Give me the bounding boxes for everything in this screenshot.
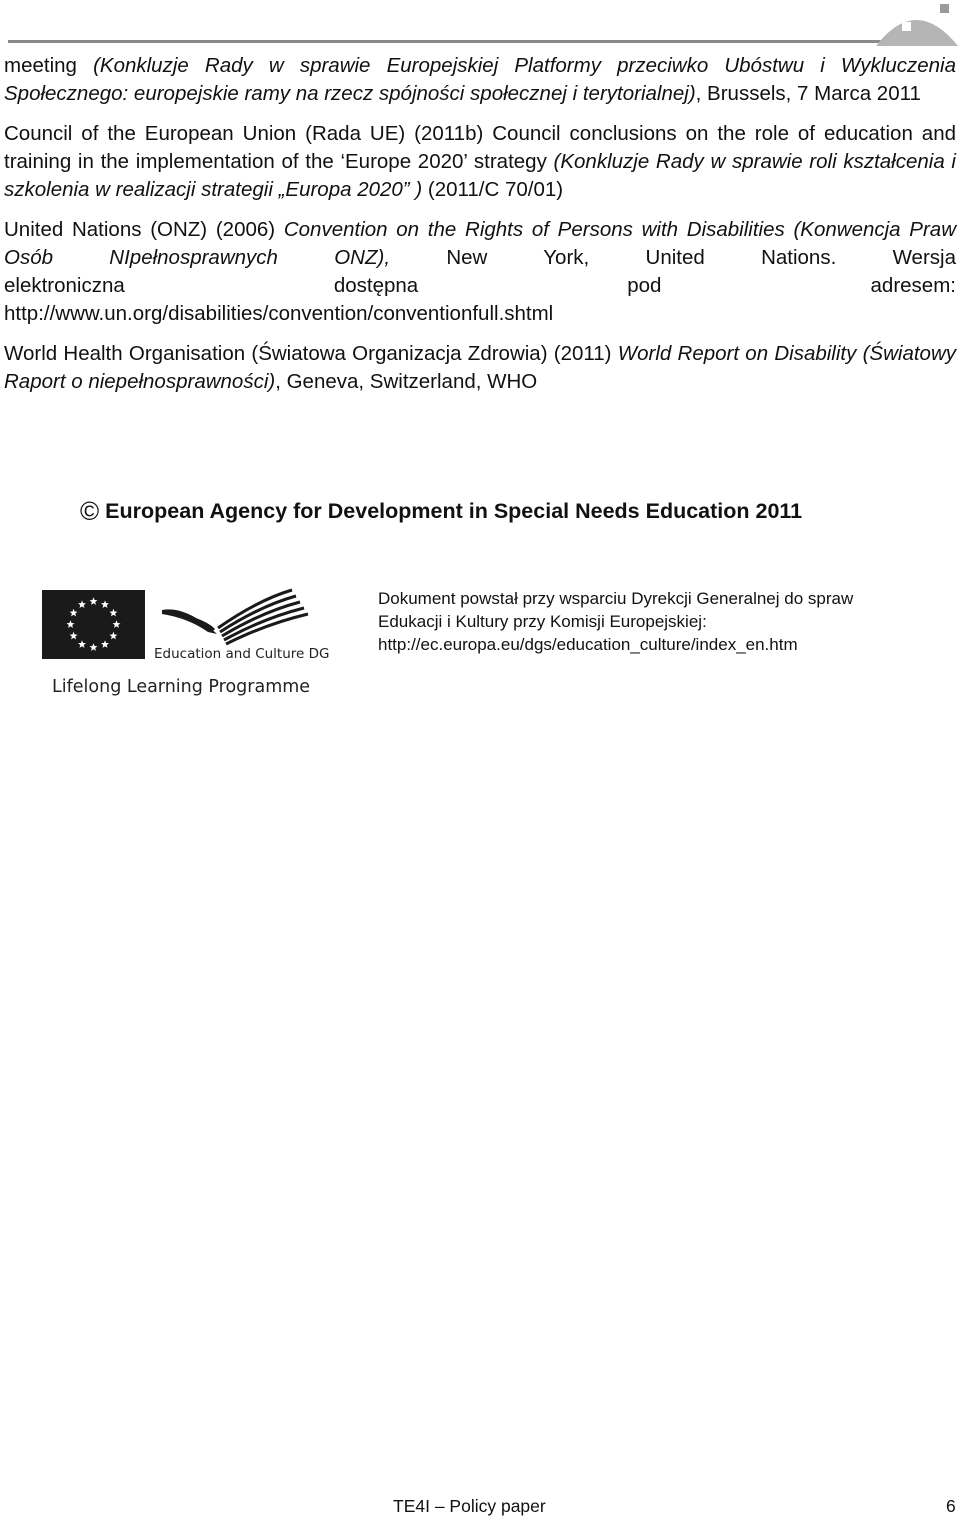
ref-text: (2011/C 70/01) <box>422 178 564 201</box>
ref-text: , Brussels, 7 Marca 2011 <box>695 82 921 105</box>
reference-item <box>4 120 956 204</box>
ref-text: New York, United Nations. Wersja <box>390 246 956 269</box>
reference-item <box>4 216 956 328</box>
ref-title: (Konkluzje Rady w sprawie roli kształcenia i szkolenia w realizacji strategii „Europa 2020” ) <box>4 150 956 201</box>
support-url-link[interactable]: http://ec.europa.eu/dgs/education_culture/index_en.htm <box>378 635 798 654</box>
copyright-text: European Agency for Development in Special Needs Education 2011 <box>105 499 803 523</box>
ref-word: pod <box>627 274 662 297</box>
ref-word: adresem: <box>870 274 956 297</box>
footer-document-title: TE4I – Policy paper <box>393 1496 546 1516</box>
ref-title: (Konkluzje Rady w sprawie Europejskiej Platformy przeciwko Ubóstwu i Wykluczenia Społecznego: europejskie ramy na rzecz spójności społecznej i terytorialnej) <box>4 54 956 105</box>
ref-text: United Nations (ONZ) (2006) <box>4 218 284 241</box>
ref-title: Convention on the Rights of Persons with Disabilities (Konwencja Praw Osób NIpełnosprawnych ONZ), <box>4 218 957 269</box>
support-note <box>378 587 958 656</box>
ref-title: World Report on Disability (Światowy Raport o niepełnosprawności) <box>4 342 956 393</box>
references-list <box>4 52 956 408</box>
ref-word: elektroniczna <box>4 274 125 297</box>
support-text: Dokument powstał przy wsparciu Dyrekcji Generalnej do spraw <box>378 589 854 608</box>
ref-text: meeting <box>4 54 94 77</box>
header-rule <box>8 40 913 43</box>
page-number: 6 <box>946 1496 956 1516</box>
programme-label: Lifelong Learning Programme <box>52 677 311 697</box>
swoosh-base-icon <box>162 609 217 634</box>
ref-url-link[interactable]: http://www.un.org/disabilities/convention/conventionfull.shtml <box>4 302 554 325</box>
ref-text: Council of the European Union (Rada UE) (2011b) Council conclusions on the role of education and training in the implementation of the ‘Europe 2020’ strategy <box>4 122 956 173</box>
agency-logo-icon <box>872 0 960 46</box>
copyright-line <box>80 494 802 525</box>
dg-label: Education and Culture DG <box>154 646 330 662</box>
copyright-symbol: © <box>80 496 100 526</box>
reference-item <box>4 52 956 108</box>
ref-text: , Geneva, Switzerland, WHO <box>275 370 538 393</box>
support-text: Edukacji i Kultury przy Komisji Europejskiej: <box>378 612 707 631</box>
ref-word: dostępna <box>333 274 419 297</box>
ref-text: World Health Organisation (Światowa Organizacja Zdrowia) (2011) <box>4 342 618 365</box>
reference-item <box>4 340 956 396</box>
ref-spaced-line <box>4 272 956 300</box>
eu-lifelong-learning-logo <box>42 588 342 700</box>
